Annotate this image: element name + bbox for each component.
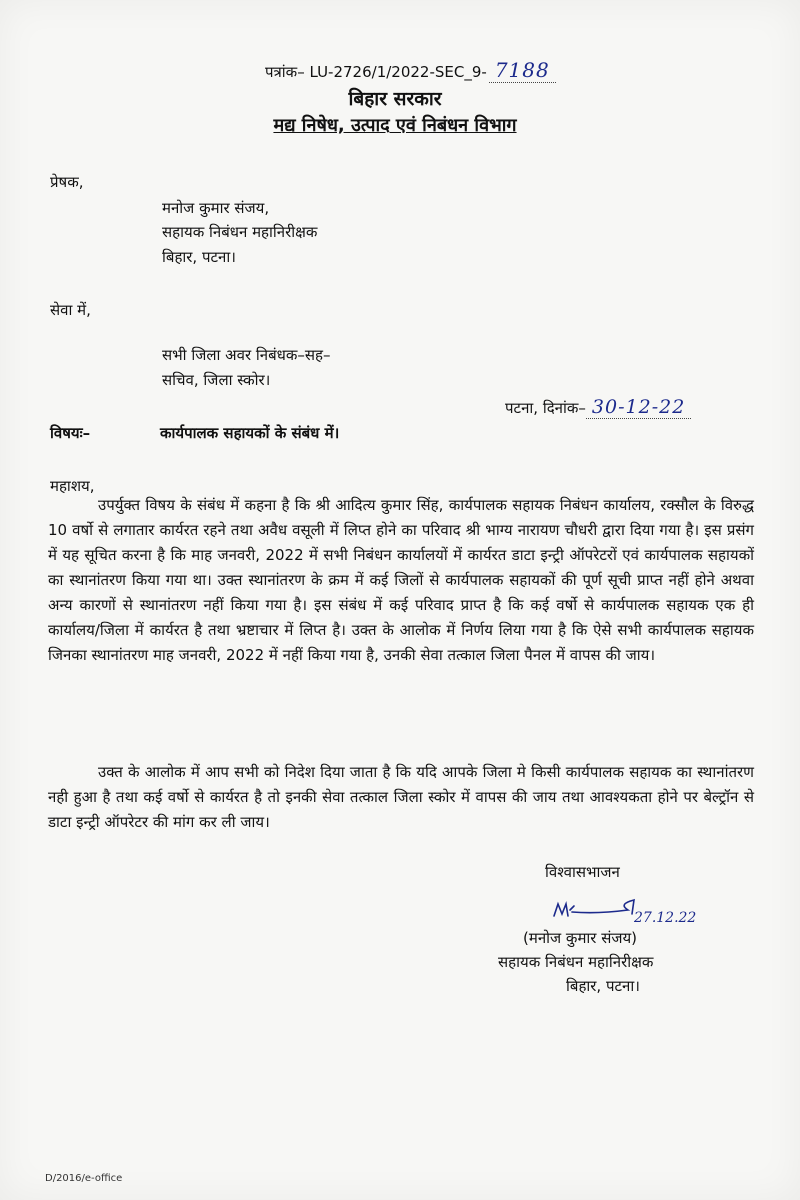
valediction: विश्वासभाजन: [545, 863, 620, 881]
signatory-name: (मनोज कुमार संजय): [523, 929, 638, 947]
date-prefix: पटना, दिनांक–: [505, 399, 586, 417]
government-heading: [0, 85, 800, 111]
sender-designation: सहायक निबंधन महानिरीक्षक: [162, 223, 318, 241]
subject-label: विषयः–: [50, 424, 91, 442]
signature-scribble: [548, 892, 728, 932]
body-paragraph-1: उपर्युक्त विषय के संबंध में कहना है कि श्री आदित्य कुमार सिंह, कार्यपालक सहायक निबंधन कार्यालय, रक्सौल के विरुद्ध 10 वर्षो से लगातार कार्यरत रहने तथा अवैध वसूली में लिप्त होने का परिवाद श्री भाग्य नारायण चौधरी द्वारा दिया गया है। इस प्रसंग में यह सूचित करना है कि माह जनवरी, 2022 में सभी निबंधन कार्यालयों में कार्यरत डाटा इन्ट्री ऑपरेटरों एवं कार्यपालक सहायकों का स्थानांतरण किया गया था। उक्त स्थानांतरण के क्रम में कई जिलों से कार्यपालक सहायकों की पूर्ण सूची प्राप्त नहीं होने अथवा अन्य कारणों से स्थानांतरण नहीं किया गया है। इस संबंध में कई परिवाद प्राप्त है कि कई वर्षो से कार्यपालक सहायक एक ही कार्यालय/जिला में कार्यरत है तथा भ्रष्टाचार में लिप्त है। उक्त के आलोक में निर्णय लिया गया है कि ऐसे सभी कार्यपालक सहायक जिनका स्थानांतरण माह जनवरी, 2022 में नहीं किया गया है, उनकी सेवा तत्काल जिला पैनल में वापस की जाय।: [48, 496, 754, 664]
signatory-designation: सहायक निबंधन महानिरीक्षक: [498, 953, 654, 971]
reference-prefix: पत्रांक– LU-2726/1/2022-SEC_9-: [265, 63, 487, 81]
handwritten-signature: [548, 892, 728, 932]
footer-code: D/2016/e-office: [45, 1173, 123, 1184]
sender-name: मनोज कुमार संजय,: [162, 199, 270, 217]
reference-number: [265, 58, 556, 82]
signatory-place: बिहार, पटना।: [566, 977, 640, 995]
sender-place: बिहार, पटना।: [162, 248, 236, 266]
salutation: महाशय,: [50, 477, 95, 495]
handwritten-date: 30-12-22: [586, 396, 691, 419]
department-heading: [0, 113, 800, 137]
recipient-line-1: सभी जिला अवर निबंधक–सह–: [162, 346, 331, 364]
letter-date: [505, 396, 691, 418]
sender-label: प्रेषक,: [50, 173, 84, 191]
department-name: मद्य निषेध, उत्पाद एवं निबंधन विभाग: [273, 115, 517, 136]
government-name: बिहार सरकार: [348, 88, 442, 110]
recipient-line-2: सचिव, जिला स्कोर।: [162, 371, 271, 389]
handwritten-reference: 7188: [489, 58, 556, 83]
signature-date: 27.12.22: [634, 910, 697, 926]
subject-text: कार्यपालक सहायकों के संबंध में।: [160, 424, 340, 442]
body-paragraph-2: उक्त के आलोक में आप सभी को निदेश दिया जाता है कि यदि आपके जिला मे किसी कार्यपालक सहायक का स्थानांतरण नही हुआ है तथा कई वर्षो से कार्यरत है तो इनकी सेवा तत्काल जिला स्कोर में वापस की जाय तथा आवश्यकता होने पर बेल्ट्रॉन से डाटा इन्ट्री ऑपरेटर की मांग कर ली जाय।: [48, 763, 754, 831]
recipient-label: सेवा में,: [50, 301, 91, 319]
